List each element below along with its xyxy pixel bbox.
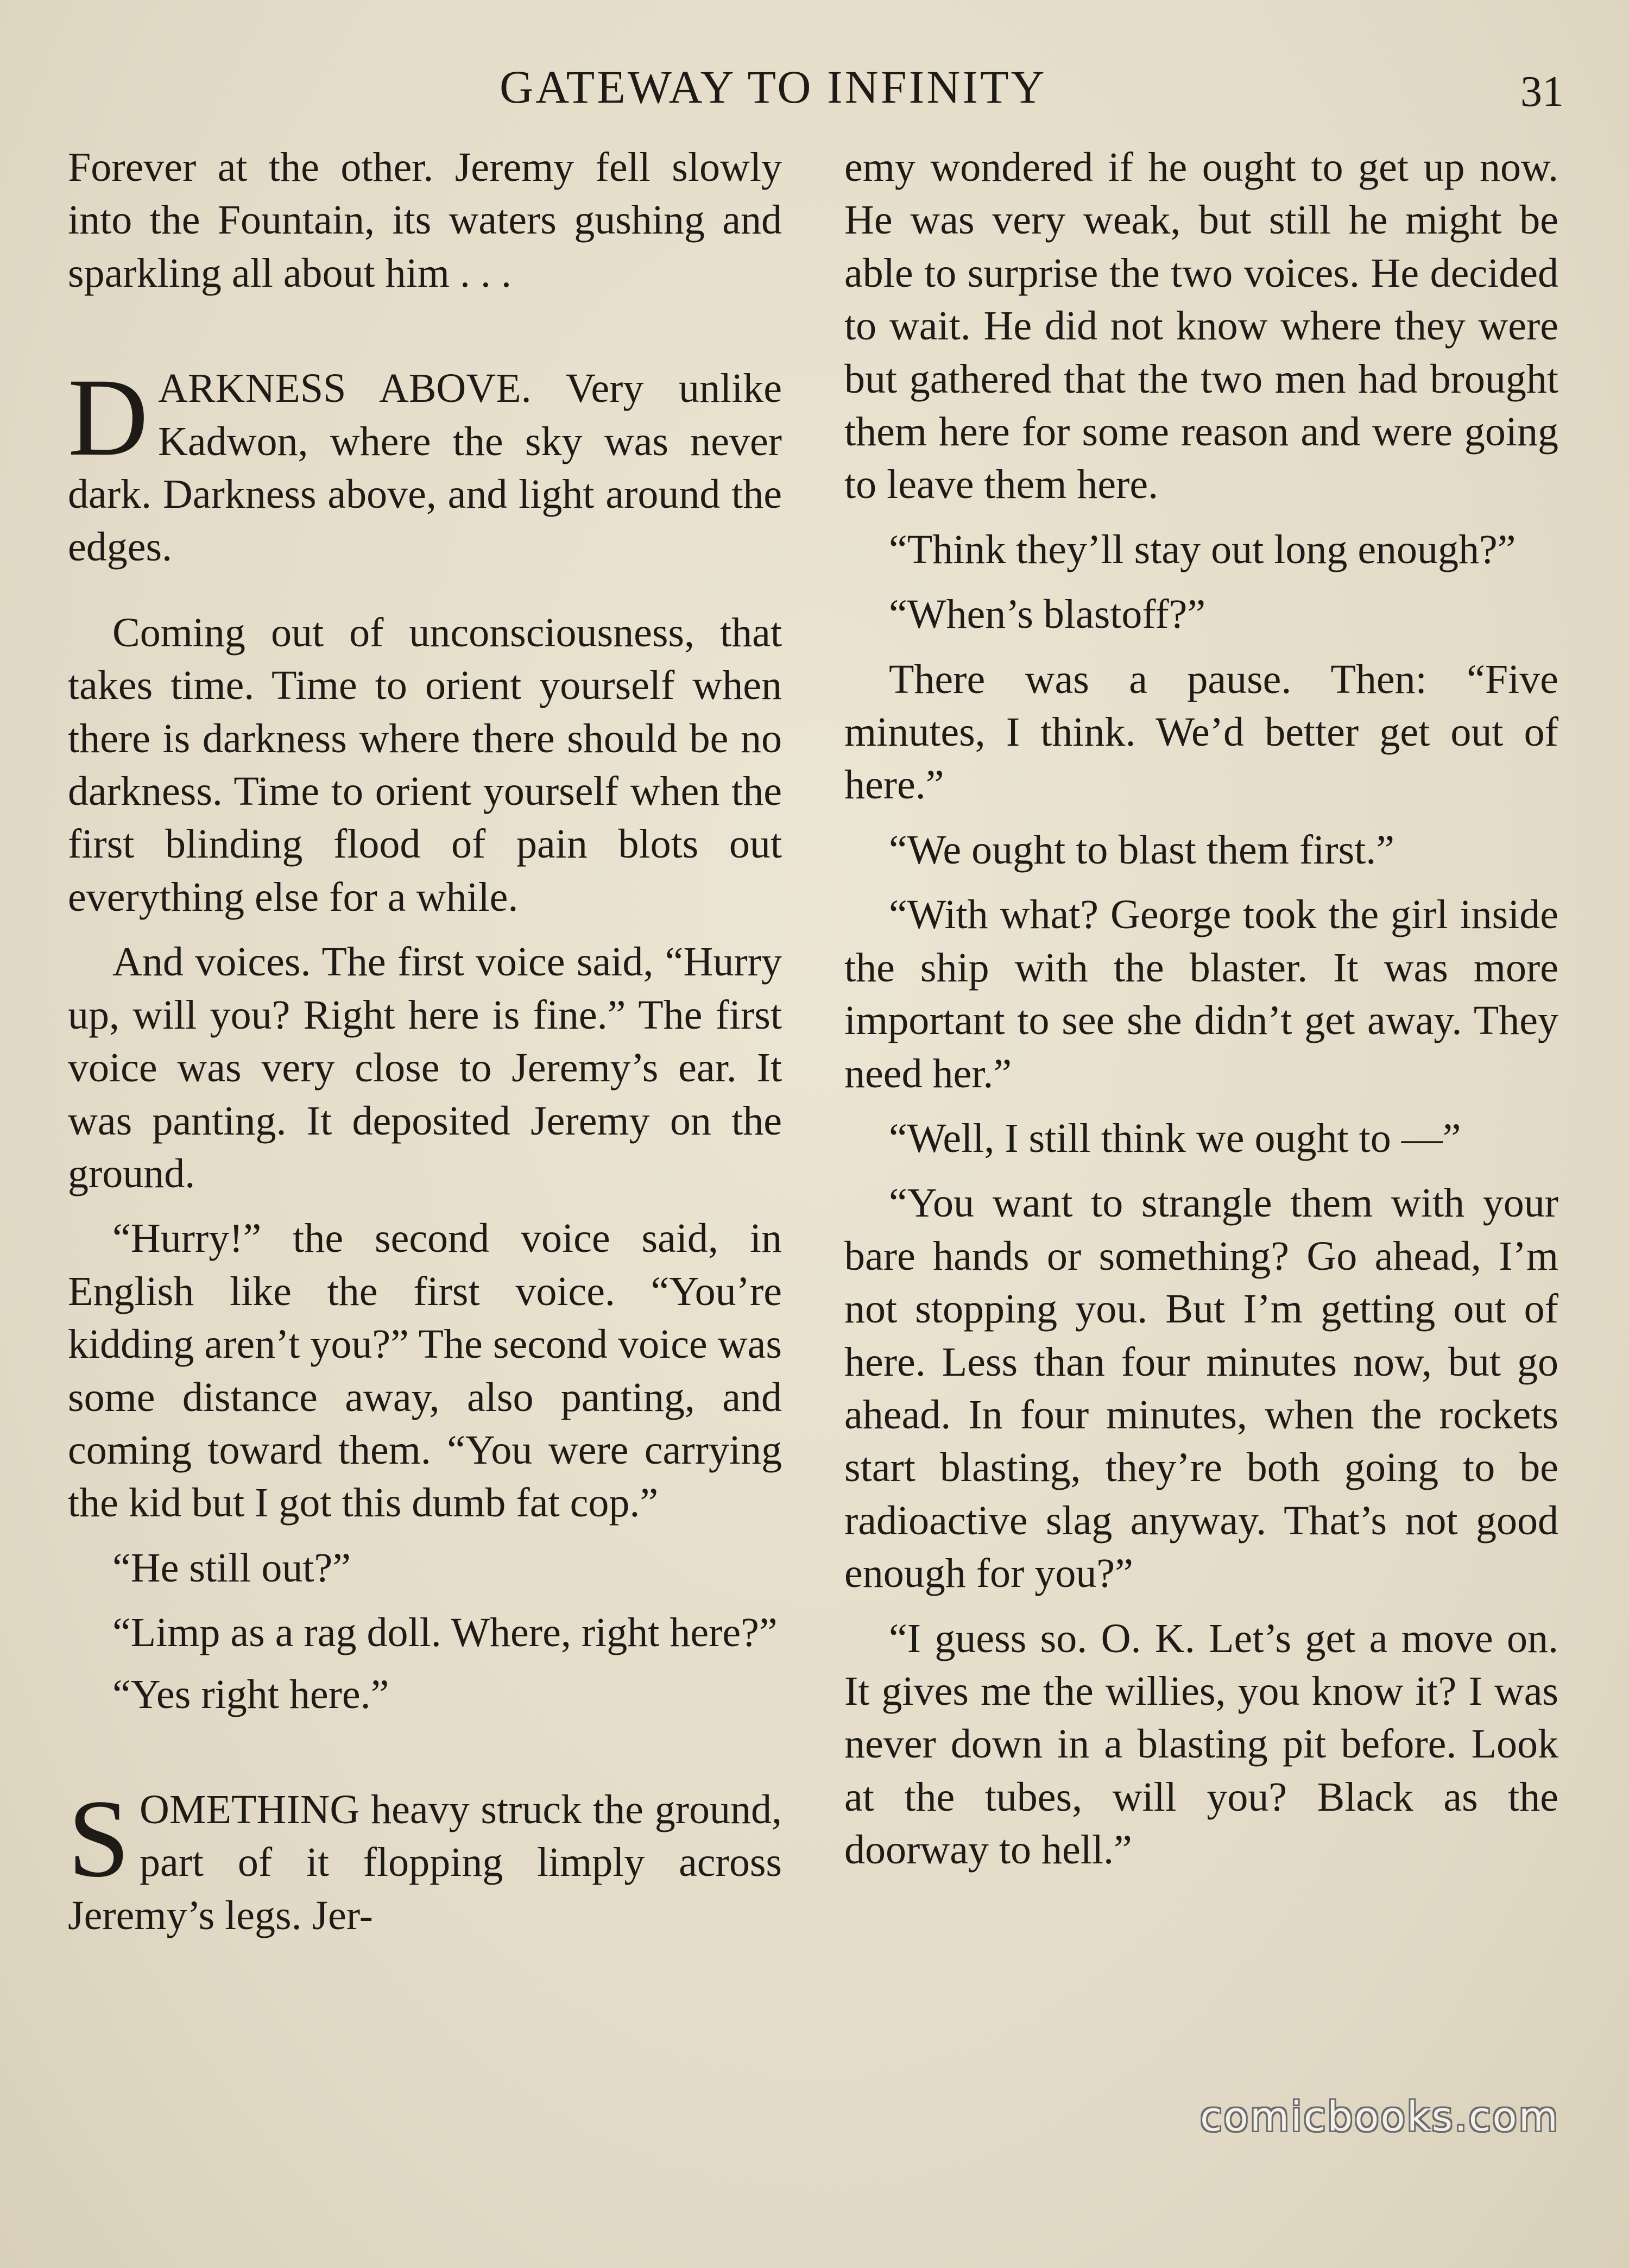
watermark-logo: comicbooks.com — [1200, 2094, 1559, 2140]
paragraph: “With what? George took the girl inside the ship with the blaster. It was more important to see she didn’t get away. They need her.” — [844, 892, 1558, 1097]
paragraph-text: ARKNESS ABOVE. Very unlike Kadwon, where the sky was never dark. Darkness above, and light around the edges. — [68, 366, 782, 570]
page-header — [0, 60, 1629, 119]
paragraph: Coming out of unconsciousness, that takes time. Time to orient yourself when there is darkness where there should be no darkness. Time to orient yourself when the first blinding flood of pain blots out everything else for a while. — [68, 609, 782, 920]
paragraph: emy wondered if he ought to get up now. He was very weak, but still he might be able to surprise the two voices. He decided to wait. He did not know where they were but gathered that the two men had brought them here for some reason and were going to leave them here. — [844, 144, 1558, 508]
paragraph: “He still out?” — [112, 1545, 351, 1591]
paragraph: “We ought to blast them first.” — [889, 827, 1394, 873]
paragraph: “I guess so. O. K. Let’s get a move on. It gives me the willies, you know it? I was never down in a blasting pit before. Look at the tubes, will you? Black as the doorway to hell.” — [844, 1615, 1558, 1873]
drop-cap: D — [68, 356, 149, 480]
paragraph: “Think they’ll stay out long enough?” — [889, 526, 1516, 572]
page-number: 31 — [1520, 68, 1564, 116]
paragraph: “Well, I still think we ought to —” — [889, 1115, 1461, 1161]
drop-cap: S — [68, 1776, 130, 1900]
paragraph: Forever at the other. Jeremy fell slowly into the Fountain, its waters gushing and sparkling all about him . . . — [68, 144, 782, 296]
right-column — [844, 141, 1558, 1877]
paragraph: “Limp as a rag doll. Where, right here?” — [112, 1610, 778, 1656]
section-opening-paragraph — [68, 1776, 782, 1942]
paragraph: And voices. The first voice said, “Hurry up, will you? Right here is fine.” The first voice was very close to Jeremy’s ear. It was panting. It deposited Jeremy on the ground. — [68, 939, 782, 1196]
paragraph: “You want to strangle them with your bare hands or something? Go ahead, I’m not stopping you. But I’m getting out of here. Less than four minutes now, but go ahead. In four minutes, when the rockets start blasting, they’re both going to be radioactive slag anyway. That’s not good enough for you?” — [844, 1180, 1558, 1597]
section-opening-paragraph — [68, 356, 782, 574]
paragraph: “Yes right here.” — [112, 1671, 389, 1717]
running-title: GATEWAY TO INFINITY — [500, 61, 1047, 113]
paragraph-text: OMETHING heavy struck the ground, part of it flopping limply across Jeremy’s legs. Jer- — [68, 1786, 782, 1938]
paragraph: “When’s blastoff?” — [889, 591, 1206, 638]
paragraph: There was a pause. Then: “Five minutes, I think. We’d better get out of here.” — [844, 656, 1558, 808]
left-column — [68, 141, 782, 1942]
paragraph: “Hurry!” the second voice said, in English like the first voice. “You’re kidding aren’t you?” The second voice was some distance away, also panting, and coming toward them. “You were carrying the kid but I got this dumb fat cop.” — [68, 1215, 782, 1526]
